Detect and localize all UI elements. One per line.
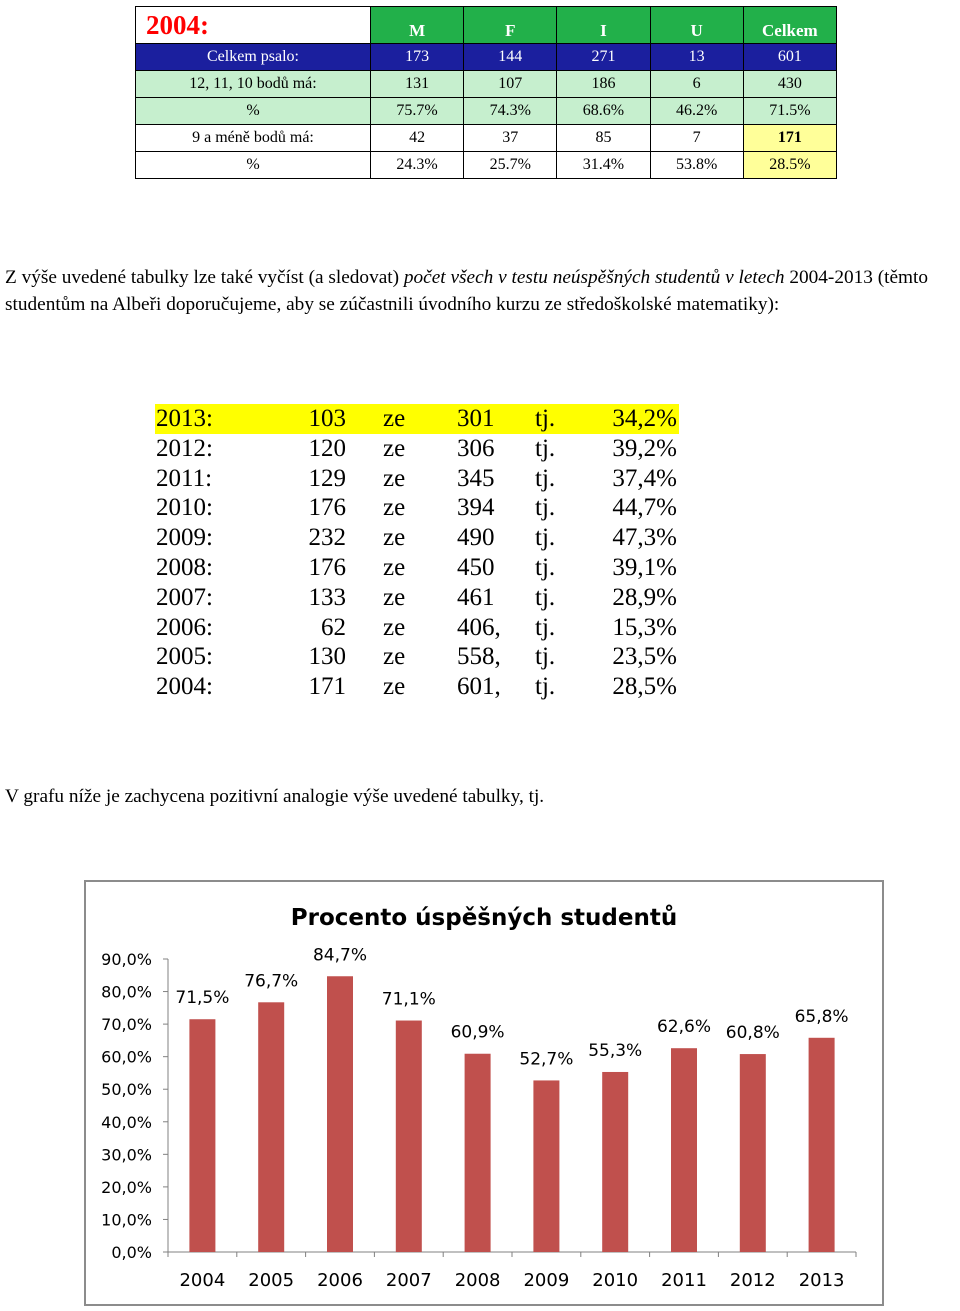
column-header: F xyxy=(464,7,557,44)
table-cell: 46.2% xyxy=(650,98,743,125)
table-cell: 37 xyxy=(464,125,557,152)
fail-percent: 15,3% xyxy=(612,613,677,641)
data-label: 71,1% xyxy=(381,989,436,1010)
stats-title: 2004: xyxy=(136,7,371,44)
fail-percent: 39,1% xyxy=(612,553,677,581)
data-label: 84,7% xyxy=(312,945,368,966)
total-count: 301 xyxy=(457,405,495,432)
data-label: 76,7% xyxy=(244,971,299,992)
list-item xyxy=(155,464,679,494)
row-label: Celkem psalo: xyxy=(136,44,371,71)
year-label: 2009: xyxy=(156,524,213,552)
year-label: 2004: xyxy=(156,673,213,701)
table-cell: 107 xyxy=(464,71,557,98)
x-tick-label: 2013 xyxy=(798,1270,845,1291)
year-label: 2006: xyxy=(156,613,213,641)
bar xyxy=(396,1021,422,1252)
column-header: M xyxy=(371,7,464,44)
highlighted-list-item xyxy=(155,404,679,434)
yearly-failure-list xyxy=(155,404,679,702)
data-label: 62,6% xyxy=(656,1017,712,1038)
table-cell: 31.4% xyxy=(557,152,650,179)
total-count: 461 xyxy=(457,583,495,611)
table-cell: 68.6% xyxy=(557,98,650,125)
fail-percent: 28,9% xyxy=(612,583,677,611)
table-cell: 601 xyxy=(743,44,836,71)
paragraph-italic-text: počet všech v testu neúspěšných studentů v letech xyxy=(403,267,785,288)
row-label: % xyxy=(136,152,371,179)
table-cell: 144 xyxy=(464,44,557,71)
row-label: % xyxy=(136,98,371,125)
stats-table xyxy=(135,6,837,179)
table-cell: 71.5% xyxy=(743,98,836,125)
table-cell: 25.7% xyxy=(464,152,557,179)
year-label: 2007: xyxy=(156,583,213,611)
year-label: 2005: xyxy=(156,643,213,671)
tj-word: tj. xyxy=(535,434,556,462)
x-tick-label: 2006 xyxy=(317,1270,363,1291)
list-item xyxy=(155,672,679,702)
table-row xyxy=(136,71,837,98)
failed-count: 62 xyxy=(321,613,346,641)
tj-word: tj. xyxy=(535,464,556,492)
column-header: I xyxy=(557,7,650,44)
failed-count: 133 xyxy=(308,583,346,611)
row-label: 12, 11, 10 bodů má: xyxy=(136,71,371,98)
table-cell: 6 xyxy=(650,71,743,98)
table-cell: 75.7% xyxy=(371,98,464,125)
table-cell: 42 xyxy=(371,125,464,152)
table-cell: 173 xyxy=(371,44,464,71)
bar xyxy=(740,1054,766,1252)
list-item xyxy=(155,613,679,643)
highlighted-cell: 28.5% xyxy=(743,152,836,179)
table-row xyxy=(136,125,837,152)
fail-percent: 34,2% xyxy=(612,405,677,432)
fail-percent: 37,4% xyxy=(612,464,677,492)
bar xyxy=(189,1019,215,1252)
table-cell: 13 xyxy=(650,44,743,71)
bar xyxy=(258,1002,284,1252)
bar xyxy=(671,1048,697,1252)
table-cell: 186 xyxy=(557,71,650,98)
list-item xyxy=(155,642,679,672)
list-item xyxy=(155,493,679,523)
fail-percent: 28,5% xyxy=(612,673,677,701)
ze-word: ze xyxy=(383,434,406,462)
tj-word: tj. xyxy=(535,553,556,581)
fail-percent: 47,3% xyxy=(612,524,677,552)
total-count: 306 xyxy=(457,434,495,462)
y-tick-label: 90,0% xyxy=(101,950,152,969)
data-label: 60,9% xyxy=(450,1022,505,1043)
table-cell: 53.8% xyxy=(650,152,743,179)
ze-word: ze xyxy=(383,405,406,432)
total-count: 345 xyxy=(457,464,495,492)
data-label: 71,5% xyxy=(175,988,230,1009)
data-label: 65,8% xyxy=(794,1006,849,1027)
tj-word: tj. xyxy=(535,643,556,671)
total-count: 558, xyxy=(457,643,501,671)
chart-container xyxy=(84,880,884,1306)
data-label: 60,8% xyxy=(725,1023,780,1044)
table-cell: 24.3% xyxy=(371,152,464,179)
tj-word: tj. xyxy=(535,405,556,432)
table-row xyxy=(136,44,837,71)
year-label: 2011: xyxy=(156,464,213,492)
y-tick-label: 10,0% xyxy=(101,1210,152,1230)
fail-percent: 44,7% xyxy=(612,494,677,522)
table-cell: 7 xyxy=(650,125,743,152)
total-count: 394 xyxy=(457,494,495,522)
ze-word: ze xyxy=(383,553,406,581)
data-label: 52,7% xyxy=(519,1049,574,1070)
column-header: Celkem xyxy=(743,7,836,44)
year-label: 2010: xyxy=(156,494,213,522)
bar xyxy=(465,1054,491,1252)
chart-title: Procento úspěšných studentů xyxy=(290,905,678,931)
y-tick-label: 70,0% xyxy=(101,1015,152,1035)
x-tick-label: 2005 xyxy=(248,1270,295,1291)
year-label: 2012: xyxy=(156,434,213,462)
x-tick-label: 2008 xyxy=(454,1270,501,1291)
failed-count: 176 xyxy=(308,553,346,581)
ze-word: ze xyxy=(383,673,406,701)
highlighted-cell: 171 xyxy=(743,125,836,152)
table-row xyxy=(136,98,837,125)
x-tick-label: 2010 xyxy=(592,1270,639,1291)
paragraph-text: 2004-2013 (těmto studentům na Albeři doporučujeme, aby se zúčastnili úvodního kurzu ze středoškolské matematiky): xyxy=(5,267,929,315)
y-tick-label: 80,0% xyxy=(101,982,152,1002)
failed-count: 120 xyxy=(308,434,346,462)
stats-header-row xyxy=(136,7,837,44)
failed-count: 103 xyxy=(308,405,346,432)
list-item xyxy=(155,434,679,464)
failed-count: 129 xyxy=(308,464,346,492)
ze-word: ze xyxy=(383,583,406,611)
list-item xyxy=(155,523,679,553)
table-cell: 271 xyxy=(557,44,650,71)
y-tick-label: 60,0% xyxy=(101,1047,152,1067)
year-label: 2008: xyxy=(156,553,213,581)
x-tick-label: 2012 xyxy=(729,1270,776,1291)
failed-count: 171 xyxy=(308,673,346,701)
tj-word: tj. xyxy=(535,583,556,611)
table-row xyxy=(136,152,837,179)
bar xyxy=(533,1080,559,1252)
list-item xyxy=(155,583,679,613)
chart-intro-paragraph: V grafu níže je zachycena pozitivní analogie výše uvedené tabulky, tj. xyxy=(5,786,545,807)
ze-word: ze xyxy=(383,464,406,492)
tj-word: tj. xyxy=(535,494,556,522)
paragraph-text: Z výše uvedené tabulky lze také vyčíst (a sledovat) xyxy=(5,267,404,288)
total-count: 450 xyxy=(457,553,495,581)
failed-count: 232 xyxy=(308,524,346,552)
table-cell: 85 xyxy=(557,125,650,152)
total-count: 406, xyxy=(457,613,501,641)
y-tick-label: 30,0% xyxy=(101,1145,152,1165)
table-cell: 74.3% xyxy=(464,98,557,125)
table-cell: 131 xyxy=(371,71,464,98)
total-count: 490 xyxy=(457,524,495,552)
bar-chart xyxy=(86,882,882,1304)
y-tick-label: 0,0% xyxy=(111,1243,152,1262)
tj-word: tj. xyxy=(535,613,556,641)
x-tick-label: 2007 xyxy=(385,1270,432,1291)
table-cell: 430 xyxy=(743,71,836,98)
y-tick-label: 40,0% xyxy=(101,1112,152,1132)
x-tick-label: 2004 xyxy=(179,1270,226,1291)
y-tick-label: 20,0% xyxy=(101,1177,152,1197)
data-label: 55,3% xyxy=(588,1040,643,1061)
ze-word: ze xyxy=(383,494,406,522)
list-item xyxy=(155,553,679,583)
x-tick-label: 2009 xyxy=(523,1270,570,1291)
y-tick-label: 50,0% xyxy=(101,1080,152,1100)
failed-count: 130 xyxy=(308,643,346,671)
failed-count: 176 xyxy=(308,494,346,522)
column-header: U xyxy=(650,7,743,44)
bar xyxy=(327,976,353,1252)
bar xyxy=(809,1038,835,1252)
x-tick-label: 2011 xyxy=(661,1270,707,1291)
ze-word: ze xyxy=(383,524,406,552)
tj-word: tj. xyxy=(535,524,556,552)
fail-percent: 23,5% xyxy=(612,643,677,671)
fail-percent: 39,2% xyxy=(612,434,677,462)
row-label: 9 a méně bodů má: xyxy=(136,125,371,152)
intro-paragraph xyxy=(5,264,960,318)
tj-word: tj. xyxy=(535,673,556,701)
ze-word: ze xyxy=(383,643,406,671)
total-count: 601, xyxy=(457,673,501,701)
ze-word: ze xyxy=(383,613,406,641)
year-label: 2013: xyxy=(156,405,213,432)
bar xyxy=(602,1072,628,1252)
